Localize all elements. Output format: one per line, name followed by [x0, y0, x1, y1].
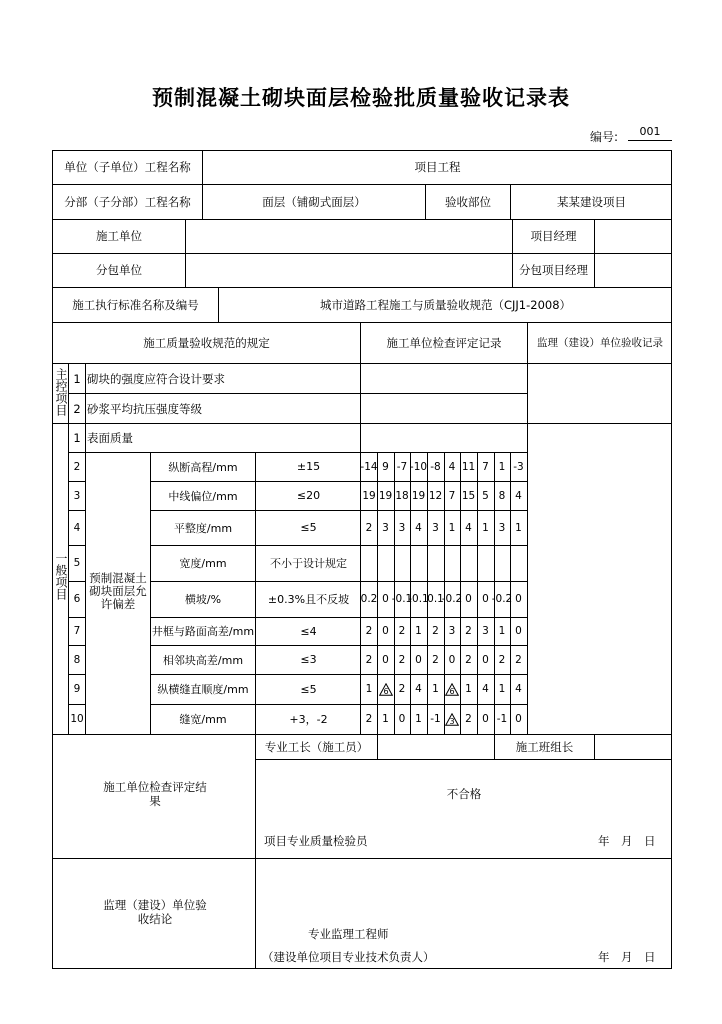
- main-item-text: 砂浆平均抗压强度等级: [87, 402, 202, 416]
- measurement-cell[interactable]: 4: [448, 460, 456, 473]
- general-item-no: 7: [73, 625, 81, 637]
- general-item-no: 3: [73, 489, 81, 502]
- tolerance-value: ±0.3%且不反坡: [267, 593, 350, 606]
- general-items-category: 一般项目: [54, 552, 68, 600]
- sub-manager-label: 分包项目经理: [519, 263, 588, 277]
- measurement-cell[interactable]: 9: [382, 460, 389, 473]
- foreman-label: 专业工长（施工员）: [264, 740, 369, 754]
- measurement-cell[interactable]: 1: [432, 683, 439, 695]
- measurement-cell[interactable]: [460, 545, 477, 581]
- measurement-cell[interactable]: 0: [482, 713, 489, 725]
- contractor-result-label: 施工单位检查评定结果: [103, 780, 207, 808]
- measurement-cell[interactable]: 1: [498, 625, 506, 637]
- form-title: 预制混凝土砌块面层检验批质量验收记录表: [152, 86, 570, 110]
- check-item-name: 横坡/%: [184, 593, 222, 606]
- measurement-cell[interactable]: 3: [398, 521, 406, 534]
- check-item-name: 中线偏位/mm: [168, 489, 238, 503]
- measurement-cell[interactable]: 0: [448, 653, 456, 666]
- measurement-cell[interactable]: 2: [398, 683, 406, 695]
- unit-name-label: 单位（子单位）工程名称: [64, 160, 191, 174]
- acceptance-part-label: 验收部位: [445, 195, 491, 209]
- general-item-no: 8: [73, 653, 81, 666]
- measurement-cell[interactable]: 2: [432, 625, 439, 637]
- main-item-no: 2: [73, 402, 81, 416]
- supervisor-engineer-label: 专业监理工程师: [308, 927, 389, 941]
- measurement-cell[interactable]: 1: [382, 713, 389, 725]
- measurement-cell[interactable]: 3: [382, 521, 389, 534]
- general-item-no: 1: [73, 431, 81, 445]
- measurement-cell[interactable]: [394, 545, 410, 581]
- contractor-label: 施工单位: [96, 229, 142, 243]
- measurement-cell[interactable]: 0: [415, 653, 422, 666]
- measurement-cell[interactable]: 12: [428, 489, 443, 502]
- check-item-name: 缝宽/mm: [179, 713, 227, 726]
- main-item-text: 砌块的强度应符合设计要求: [87, 372, 225, 386]
- measurement-cell[interactable]: 2: [365, 521, 373, 534]
- measurement-cell[interactable]: 0: [382, 625, 389, 637]
- measurement-cell[interactable]: 3: [432, 521, 439, 534]
- measurement-cell[interactable]: 0: [482, 593, 489, 605]
- measurement-cell[interactable]: [427, 545, 444, 581]
- measurement-cell[interactable]: [444, 704, 460, 734]
- general-item-no: 5: [73, 557, 81, 569]
- measurement-cell[interactable]: 0: [382, 653, 389, 666]
- measurement-cell[interactable]: 2: [498, 653, 506, 666]
- standard-value[interactable]: 城市道路工程施工与质量验收规范（CJJ1-2008）: [319, 298, 572, 312]
- subcontractor-label: 分包单位: [96, 263, 142, 277]
- acceptance-part-value[interactable]: 某某建设项目: [557, 195, 626, 209]
- contractor-result-value[interactable]: 不合格: [446, 787, 482, 801]
- general-item-no: 6: [73, 593, 81, 605]
- measurement-cell[interactable]: 1: [448, 521, 456, 534]
- measurement-cell[interactable]: 15: [461, 489, 476, 502]
- measurement-cell[interactable]: 1: [415, 625, 422, 637]
- measurement-cell[interactable]: 4: [482, 683, 489, 695]
- measurement-cell[interactable]: 0: [515, 713, 522, 725]
- measurement-cell[interactable]: 2: [465, 625, 472, 637]
- measurement-cell[interactable]: 3: [498, 521, 506, 534]
- check-item-name: 纵横缝直顺度/mm: [157, 683, 249, 696]
- tolerance-value: +3，-2: [289, 713, 328, 726]
- team-leader-label: 施工班组长: [515, 740, 574, 754]
- measurement-cell[interactable]: 4: [415, 683, 422, 695]
- inspector-label: 项目专业质量检验员: [264, 834, 368, 848]
- check-item-name: 平整度/mm: [173, 521, 233, 535]
- general-item-no: 2: [73, 460, 81, 473]
- warning-value: 6: [382, 686, 389, 696]
- tolerance-value: ≤5: [300, 682, 317, 696]
- standard-label: 施工执行标准名称及编号: [72, 298, 199, 312]
- measurement-cell[interactable]: [444, 545, 460, 581]
- date-label[interactable]: 年 月 日: [598, 950, 656, 964]
- warning-value: 3: [449, 716, 455, 726]
- measurement-cell[interactable]: [477, 545, 494, 581]
- project-manager-label: 项目经理: [530, 229, 577, 243]
- measurement-cell[interactable]: -0.1: [391, 593, 413, 605]
- measurement-cell[interactable]: 2: [398, 653, 406, 666]
- measurement-cell[interactable]: 2: [432, 653, 439, 666]
- measurement-cell[interactable]: 0: [515, 625, 522, 637]
- measurement-cell[interactable]: [377, 674, 394, 704]
- unit-name-value[interactable]: 项目工程: [414, 160, 461, 174]
- warning-triangle-icon: [445, 683, 459, 696]
- general-item-no: 4: [73, 521, 81, 534]
- measurement-cell[interactable]: 2: [365, 625, 373, 637]
- main-items-category: 主控项目: [54, 368, 68, 416]
- measurement-cell[interactable]: 3: [482, 625, 489, 637]
- measurement-cell[interactable]: 0: [515, 593, 522, 605]
- measurement-cell[interactable]: -1: [430, 713, 441, 725]
- spec-column-header: 施工质量验收规范的规定: [143, 336, 270, 350]
- measurement-cell[interactable]: 19: [362, 489, 376, 502]
- measurement-cell[interactable]: -8: [430, 460, 441, 473]
- check-item-name: 宽度/mm: [179, 557, 227, 570]
- measurement-cell[interactable]: [494, 545, 510, 581]
- measurement-cell[interactable]: 2: [465, 653, 472, 666]
- division-label: 分部（子分部）工程名称: [64, 195, 191, 209]
- measurement-cell[interactable]: [444, 674, 460, 704]
- measurement-cell[interactable]: 0.1: [427, 593, 444, 605]
- measurement-cell[interactable]: 1: [498, 460, 506, 473]
- date-label[interactable]: 年 月 日: [598, 834, 656, 848]
- general-item-no: 10: [70, 713, 84, 725]
- measurement-cell[interactable]: [510, 545, 527, 581]
- tolerance-value: ±15: [296, 460, 321, 473]
- measurement-cell[interactable]: 2: [465, 713, 472, 725]
- check-item-name: 相邻块高差/mm: [162, 653, 244, 667]
- measurement-cell[interactable]: -0.2: [491, 593, 513, 605]
- measurement-cell[interactable]: 1: [482, 521, 489, 534]
- measurement-cell[interactable]: 7: [448, 489, 456, 502]
- check-item-name: 纵断高程/mm: [168, 460, 238, 474]
- measurement-cell[interactable]: -7: [396, 460, 408, 473]
- doc-number-label: 编号:: [590, 130, 619, 144]
- measurement-cell[interactable]: -10: [409, 460, 428, 473]
- measurement-cell[interactable]: 0: [465, 593, 472, 605]
- tolerance-value: ≤20: [296, 489, 321, 502]
- measurement-cell[interactable]: 11: [461, 460, 476, 473]
- check-item-name: 井框与路面高差/mm: [151, 625, 255, 638]
- measurement-cell[interactable]: -3: [513, 460, 524, 473]
- measurement-cell[interactable]: 4: [465, 521, 472, 534]
- measurement-cell[interactable]: 2: [515, 653, 522, 666]
- measurement-cell[interactable]: 1: [365, 683, 373, 695]
- measurement-cell[interactable]: 7: [482, 460, 489, 473]
- measurement-cell[interactable]: [361, 545, 377, 581]
- measurement-cell[interactable]: 0: [382, 593, 389, 605]
- warning-value: 6: [449, 686, 455, 696]
- tolerance-value: ≤4: [300, 624, 317, 638]
- measurement-cell[interactable]: 0: [398, 713, 406, 725]
- measurement-cell[interactable]: 4: [515, 489, 522, 502]
- measurement-cell[interactable]: -1: [496, 713, 508, 725]
- tolerance-value: ≤3: [300, 653, 317, 666]
- doc-number-value[interactable]: 001: [628, 123, 672, 141]
- measurement-cell[interactable]: 3: [448, 625, 456, 637]
- division-value[interactable]: 面层（铺砌式面层）: [262, 195, 366, 209]
- measurement-cell[interactable]: 8: [498, 489, 506, 502]
- main-item-no: 1: [73, 372, 81, 386]
- measurement-cell[interactable]: 2: [365, 713, 373, 725]
- supervisor-record-header: 监理（建设）单位验收记录: [537, 337, 663, 349]
- contractor-record-header: 施工单位检查评定记录: [386, 336, 502, 350]
- measurement-cell[interactable]: -14: [360, 460, 378, 473]
- measurement-cell[interactable]: [377, 545, 394, 581]
- measurement-cell[interactable]: 5: [482, 489, 489, 502]
- measurement-cell[interactable]: -0.1: [408, 593, 429, 605]
- measurement-cell[interactable]: 2: [398, 625, 406, 637]
- deviation-group-label: 预制混凝土砌块面层允许偏差: [89, 571, 147, 611]
- warning-triangle-icon: [445, 713, 459, 726]
- supervisor-conclusion-label: 监理（建设）单位验收结论: [103, 898, 207, 926]
- tolerance-value: ≤5: [300, 521, 317, 534]
- measurement-cell[interactable]: -0.2: [441, 593, 463, 605]
- measurement-cell[interactable]: 4: [515, 683, 522, 695]
- measurement-cell[interactable]: 4: [415, 521, 422, 534]
- measurement-cell[interactable]: 19: [411, 489, 426, 502]
- measurement-cell[interactable]: 1: [498, 683, 506, 695]
- general-item-text: 表面质量: [87, 431, 133, 445]
- measurement-cell[interactable]: 1: [465, 683, 472, 695]
- warning-triangle-icon: [379, 683, 393, 696]
- tech-lead-label: （建设单位项目专业技术负责人）: [262, 950, 435, 964]
- measurement-cell[interactable]: 0.2: [360, 593, 378, 605]
- measurement-cell[interactable]: [410, 545, 427, 581]
- tolerance-value: 不小于设计规定: [270, 557, 347, 570]
- measurement-cell[interactable]: 18: [395, 489, 409, 502]
- measurement-cell[interactable]: 19: [378, 489, 393, 502]
- measurement-cell[interactable]: 1: [515, 521, 522, 534]
- measurement-cell[interactable]: 1: [415, 713, 422, 725]
- measurement-cell[interactable]: 0: [482, 653, 489, 666]
- general-item-no: 9: [73, 683, 81, 695]
- measurement-cell[interactable]: 2: [365, 653, 373, 666]
